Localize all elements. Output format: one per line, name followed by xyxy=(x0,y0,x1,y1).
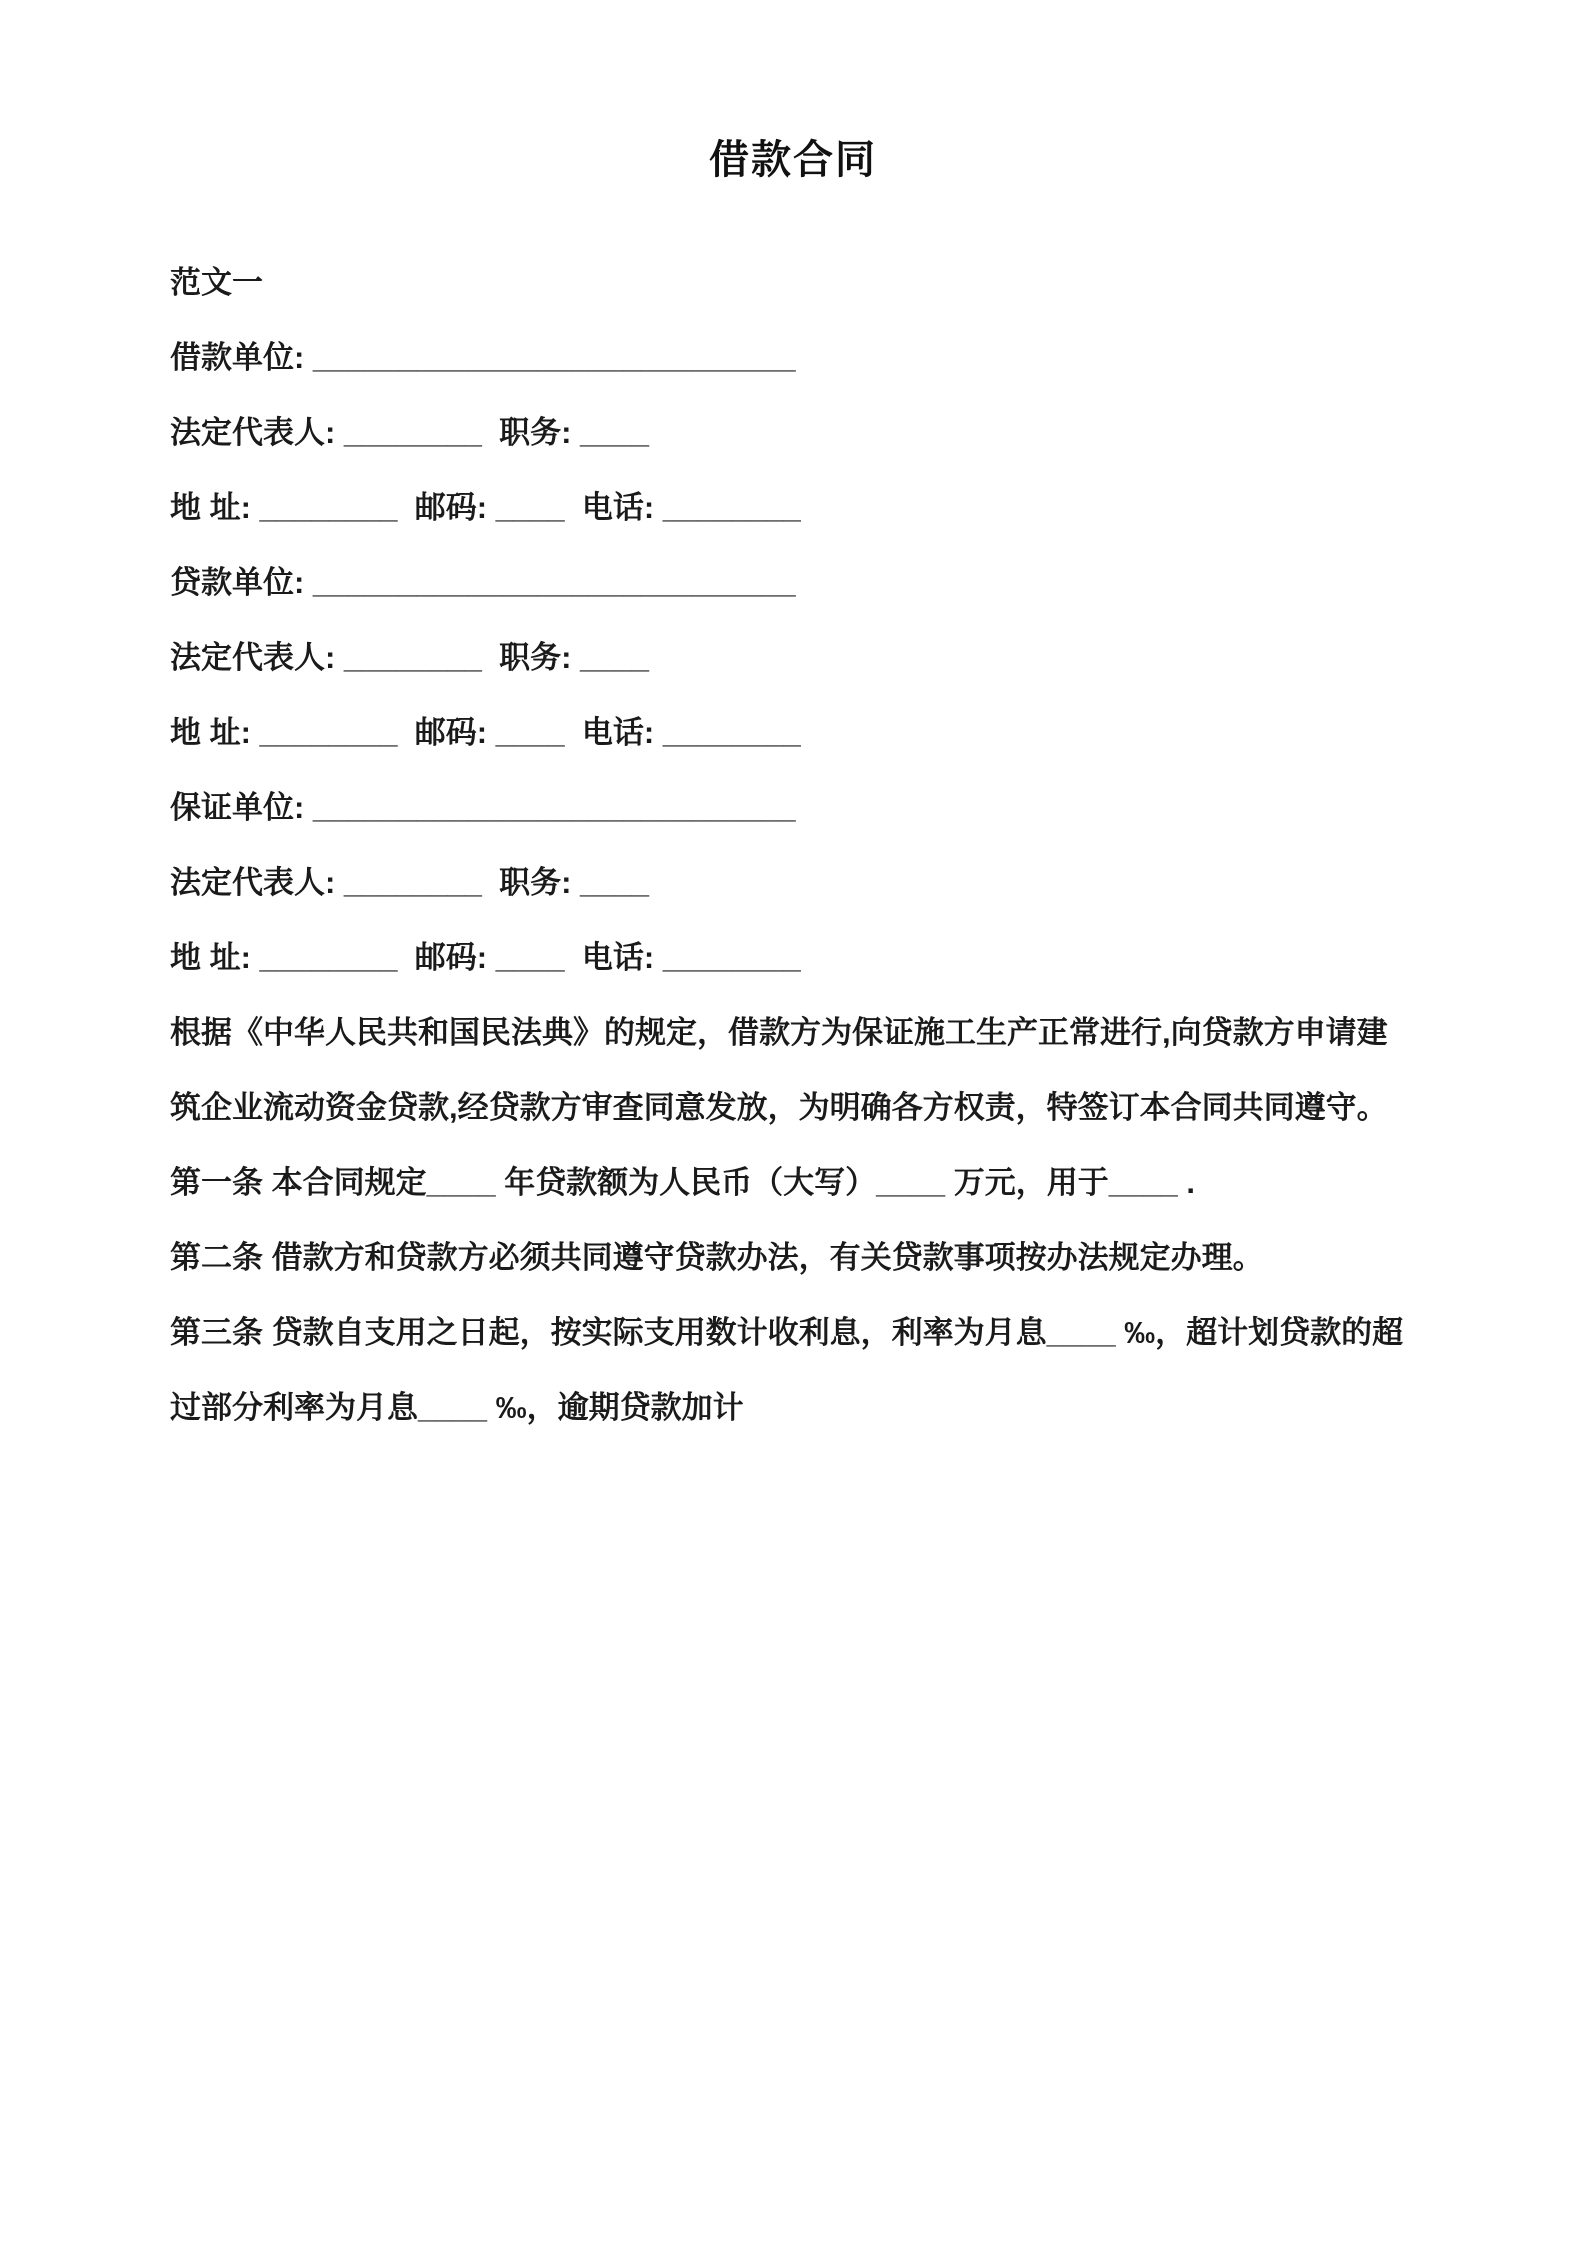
paragraph-lender-address: 地 址: ________ 邮码: ____ 电话: ________ xyxy=(170,715,801,750)
paragraph-guarantor-address: 地 址: ________ 邮码: ____ 电话: ________ xyxy=(170,940,801,975)
document-title: 借款合同 xyxy=(709,138,877,182)
paragraph-article-2: 第二条 借款方和贷款方必须共同遵守贷款办法，有关贷款事项按办法规定办理。 xyxy=(170,1240,1264,1275)
paragraph-preamble: 根据《中华人民共和国民法典》的规定，借款方为保证施工生产正常进行,向贷款方申请建筑企业流动资金贷款,经贷款方审查同意发放，为明确各方权责，特签订本合同共同遵守。 xyxy=(170,1015,1388,1125)
paragraph-lender-unit: 贷款单位: ____________________________ xyxy=(170,565,796,600)
paragraph-borrower-representative: 法定代表人: ________ 职务: ____ xyxy=(170,415,649,450)
document-body xyxy=(170,245,1416,1445)
paragraph-article-3: 第三条 贷款自支用之日起，按实际支用数计收利息，利率为月息____ ‰，超计划贷款的超过部分利率为月息____ ‰，逾期贷款加计 xyxy=(170,1315,1404,1425)
paragraph-article-1: 第一条 本合同规定____ 年贷款额为人民币（大写）____ 万元，用于____ . xyxy=(170,1165,1195,1200)
paragraph-guarantor-representative: 法定代表人: ________ 职务: ____ xyxy=(170,865,649,900)
paragraph-sample-label: 范文一 xyxy=(170,265,263,300)
paragraph-lender-representative: 法定代表人: ________ 职务: ____ xyxy=(170,640,649,675)
paragraph-borrower-address: 地 址: ________ 邮码: ____ 电话: ________ xyxy=(170,490,801,525)
paragraph-guarantor-unit: 保证单位: ____________________________ xyxy=(170,790,796,825)
paragraph-borrower-unit: 借款单位: ____________________________ xyxy=(170,340,796,375)
